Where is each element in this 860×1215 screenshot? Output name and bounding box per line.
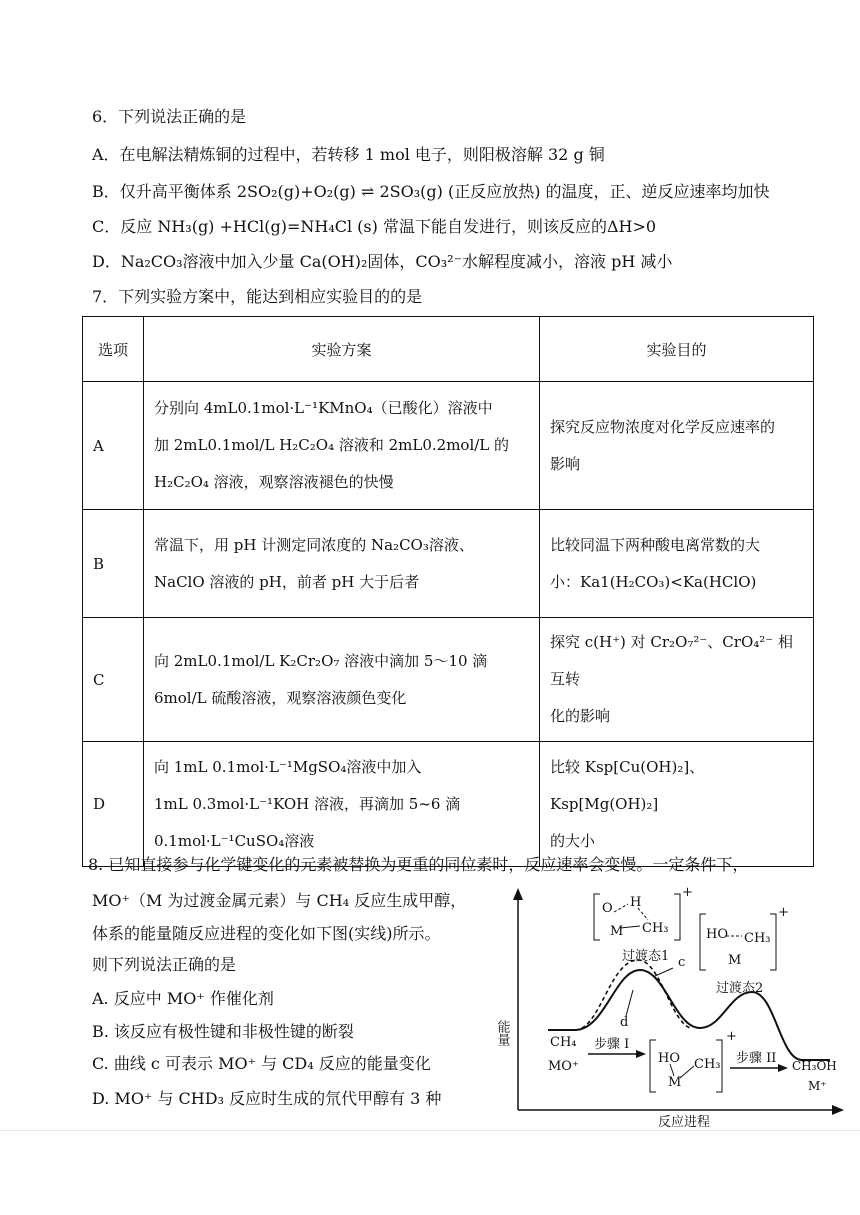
curve-d-pointer [626, 990, 633, 1016]
row-option: A [83, 382, 144, 510]
row-option: D [83, 742, 144, 867]
plan-line: 分别向 4mL0.1mol·L⁻¹KMnO₄（已酸化）溶液中 [154, 399, 493, 417]
y-axis-arrow [513, 888, 523, 900]
svg-text:CH₃: CH₃ [694, 1057, 721, 1072]
energy-diagram [490, 880, 850, 1130]
plan-line: 0.1mol·L⁻¹CuSO₄溶液 [154, 831, 315, 850]
plan-line: NaClO 溶液的 pH，前者 pH 大于后者 [154, 572, 420, 591]
product-ch3oh: CH₃OH [792, 1059, 837, 1073]
svg-text:M: M [610, 924, 624, 939]
q6-option-b: B．仅升高平衡体系 2SO₂(g)+O₂(g) ⇌ 2SO₃(g) (正反应放热) 的温度，正、逆反应速率均加快 [92, 182, 770, 201]
curve-c-pointer [655, 968, 673, 976]
step2-label: 步骤 II [736, 1051, 777, 1066]
ts1-structure [594, 885, 693, 940]
purpose-line: 探究 c(H⁺) 对 Cr₂O₇²⁻、CrO₄²⁻ 相互转 [550, 633, 793, 688]
table-row [83, 618, 814, 742]
q6-option-c: C．反应 NH₃(g) +HCl(g)=NH₄Cl (s) 常温下能自发进行，则该反应的ΔH>0 [92, 217, 657, 236]
q6-option-a: A．在电解法精炼铜的过程中，若转移 1 mol 电子，则阳极溶解 32 g 铜 [92, 145, 605, 164]
purpose-line: 比较同温下两种酸电离常数的大 [550, 535, 761, 554]
svg-text:+: + [682, 885, 693, 900]
row-purpose [540, 382, 814, 510]
ts1-label: 过渡态1 [622, 949, 670, 964]
q8-stem-line: 则下列说法正确的是 [92, 955, 237, 974]
q7-stem: 7．下列实验方案中，能达到相应实验目的的是 [92, 287, 423, 306]
q6-option-d: D．Na₂CO₃溶液中加入少量 Ca(OH)₂固体，CO₃²⁻水解程度减小，溶液 pH 减小 [92, 252, 673, 271]
row-plan [144, 510, 540, 618]
table-row [83, 382, 814, 510]
plan-line: H₂C₂O₄ 溶液，观察溶液褪色的快慢 [154, 473, 394, 491]
q8-option-d: D. MO⁺ 与 CHD₃ 反应时生成的氘代甲醇有 3 种 [92, 1089, 442, 1108]
plan-line: 常温下，用 pH 计测定同浓度的 Na₂CO₃溶液、 [154, 535, 474, 554]
q6-stem: 6．下列说法正确的是 [92, 107, 247, 126]
svg-text:M: M [728, 953, 742, 968]
step1-arrowhead [636, 1050, 646, 1058]
plan-line: 向 2mL0.1mol/L K₂Cr₂O₇ 溶液中滴加 5～10 滴 [154, 651, 488, 670]
svg-text:HO: HO [706, 927, 728, 942]
intermediate-structure [650, 1029, 737, 1092]
purpose-line: 的大小 [550, 831, 596, 850]
svg-text:HO: HO [658, 1051, 680, 1066]
q8-option-a: A. 反应中 MO⁺ 作催化剂 [92, 989, 274, 1008]
ts2-structure [700, 905, 789, 970]
header-option: 选项 [83, 317, 144, 382]
svg-text:+: + [778, 905, 789, 920]
svg-text:CH₃: CH₃ [642, 921, 669, 936]
table-row [83, 510, 814, 618]
row-purpose [540, 742, 814, 867]
purpose-line: 探究反应物浓度对化学反应速率的 [550, 417, 776, 436]
product-m: M⁺ [808, 1079, 827, 1093]
svg-text:CH₃: CH₃ [744, 931, 771, 946]
energy-curve-c [575, 960, 690, 1030]
curve-d-label: d [620, 1015, 629, 1030]
q8-stem: 8. 已知直接参与化学键变化的元素被替换为更重的同位素时，反应速率会变慢。一定条件下， [88, 855, 749, 874]
q8-stem-line: MO⁺（M 为过渡金属元素）与 CH₄ 反应生成甲醇， [92, 891, 467, 910]
row-purpose [540, 510, 814, 618]
plan-line: 1mL 0.3mol·L⁻¹KOH 溶液，再滴加 5~6 滴 [154, 794, 461, 813]
y-axis-label: 能量 [494, 1020, 510, 1046]
svg-text:M: M [668, 1075, 682, 1090]
x-axis-label: 反应进程 [658, 1115, 711, 1130]
table-row [83, 742, 814, 867]
row-plan [144, 618, 540, 742]
plan-line: 向 1mL 0.1mol·L⁻¹MgSO₄溶液中加入 [154, 757, 422, 776]
row-option: C [83, 618, 144, 742]
q7-table [82, 316, 814, 867]
x-axis-arrow [832, 1105, 844, 1115]
q8-option-b: B. 该反应有极性键和非极性键的断裂 [92, 1022, 354, 1041]
ts2-label: 过渡态2 [716, 981, 764, 996]
header-plan: 实验方案 [144, 317, 540, 382]
table-header-row [83, 317, 814, 382]
row-purpose [540, 618, 814, 742]
row-plan [144, 742, 540, 867]
energy-curve-solid [548, 970, 830, 1060]
purpose-line: 比较 Ksp[Cu(OH)₂]、Ksp[Mg(OH)₂] [550, 757, 705, 813]
svg-text:+: + [726, 1029, 737, 1044]
svg-text:H: H [630, 895, 642, 910]
curve-c-label: c [678, 955, 686, 970]
q8-stem-line: 体系的能量随反应进程的变化如下图(实线)所示。 [92, 924, 441, 943]
row-plan [144, 382, 540, 510]
row-option: B [83, 510, 144, 618]
purpose-line: 影响 [550, 454, 581, 473]
header-purpose: 实验目的 [540, 317, 814, 382]
purpose-line: 化的影响 [550, 707, 611, 725]
plan-line: 6mol/L 硫酸溶液，观察溶液颜色变化 [154, 688, 407, 707]
purpose-line: 小：Ka1(H₂CO₃)<Ka(HClO) [550, 572, 757, 591]
q8-option-c: C. 曲线 c 可表示 MO⁺ 与 CD₄ 反应的能量变化 [92, 1054, 431, 1073]
step1-label: 步骤 I [594, 1037, 630, 1052]
reactant-ch4: CH₄ [550, 1035, 577, 1050]
reactant-mo: MO⁺ [548, 1059, 579, 1074]
svg-text:O: O [602, 901, 613, 916]
plan-line: 加 2mL0.1mol/L H₂C₂O₄ 溶液和 2mL0.2mol/L 的 [154, 436, 510, 454]
page-divider [0, 1130, 860, 1131]
step2-arrowhead [778, 1064, 788, 1072]
